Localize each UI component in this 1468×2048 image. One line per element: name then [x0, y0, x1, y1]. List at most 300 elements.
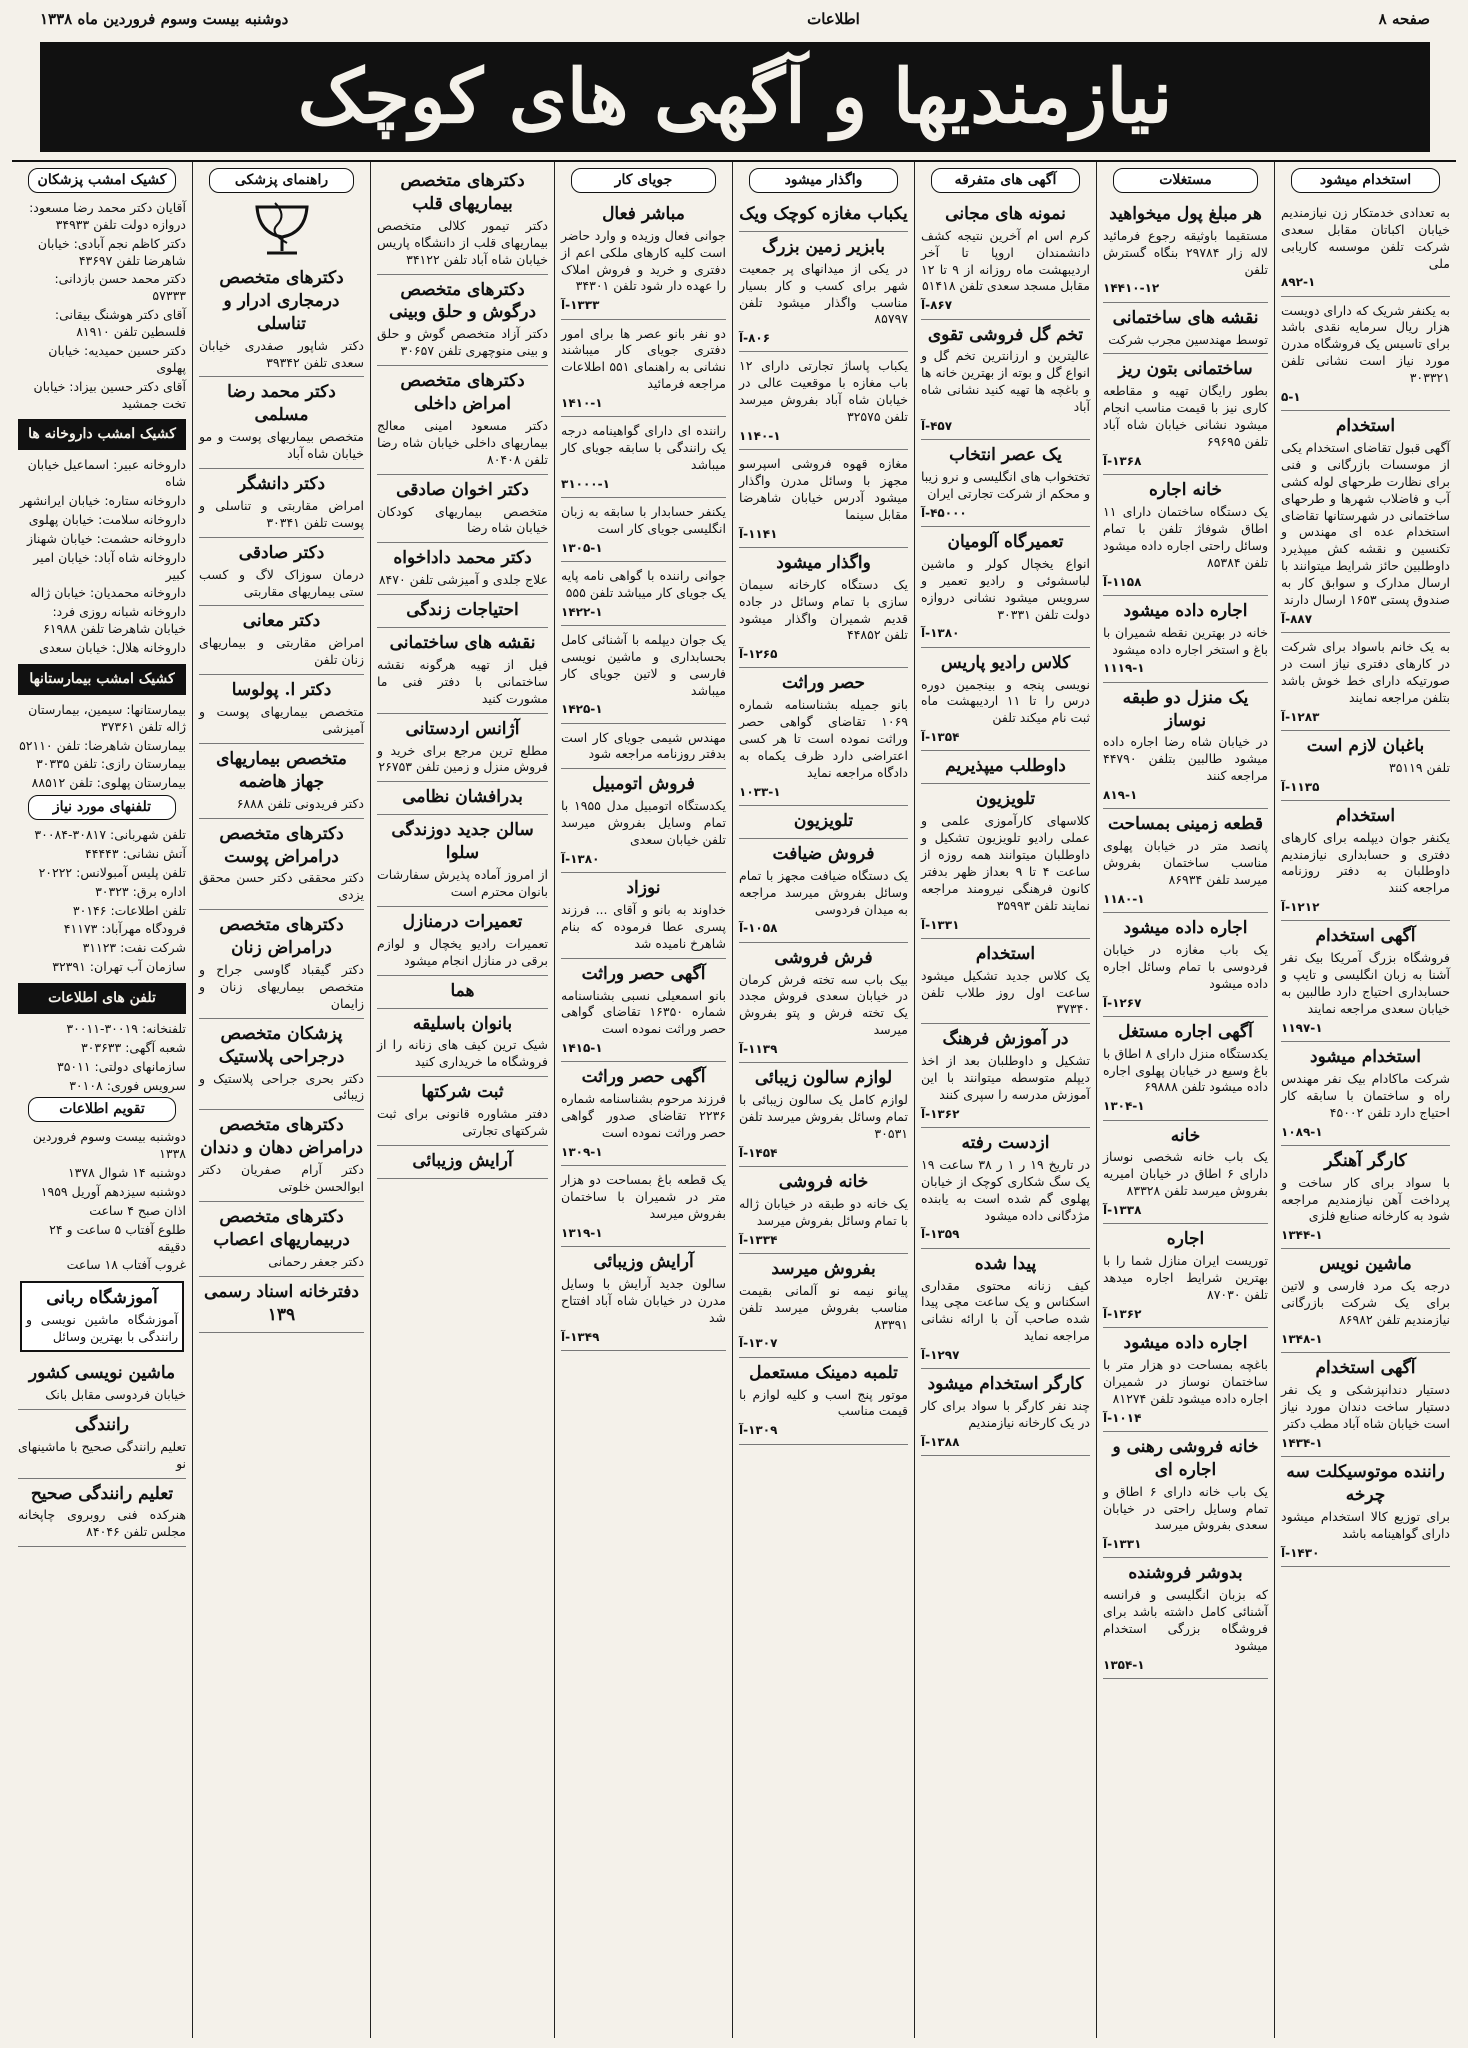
ad-code: ۸۰۶-آ [739, 331, 771, 346]
ad-code: ۱۳۳۱-آ [921, 917, 960, 932]
ad-body: تلفن ۳۵۱۱۹ [1388, 759, 1450, 775]
ad-code: ۱۳۴۴-۱ [1281, 1228, 1323, 1243]
classified-ad [1281, 1457, 1450, 1567]
header-line [40, 8, 1430, 30]
ad-title: خانه فروشی رهنی و اجاره ای [1112, 1436, 1259, 1480]
classified-ad [199, 675, 364, 744]
ad-body: در یکی از میدانهای پر جمعیت شهر برای کسب و کار بسیار مناسب واگذار میشود تلفن ۸۵۷۹۷ [739, 260, 908, 327]
ad-title: دکتر معانی [242, 611, 321, 632]
list-item: داروخانه ستاره: خیابان ایرانشهر [20, 493, 186, 509]
classified-ad [561, 498, 726, 562]
ad-title: دکترهای متخصص درامراض پوست [219, 823, 344, 867]
ad-code: ۱۲۱۲-آ [1281, 900, 1320, 915]
classified-ad [739, 806, 908, 839]
column-on-call [12, 162, 192, 2038]
list-item: غروب آفتاب ۱۸ ساعت [66, 1257, 186, 1273]
classified-ad [199, 1202, 364, 1277]
ad-title: در آموزش فرهنگ [942, 1029, 1069, 1050]
ad-title: تعمیرگاه آلومیان [947, 532, 1064, 553]
ad-body: فیل از تهیه هرگونه نقشه ساختمانی با دفتر فنی ما مشورت کنید [377, 657, 548, 706]
classified-ad [921, 1024, 1090, 1128]
classified-ad [377, 1009, 548, 1078]
ad-code: ۱۳۰۹-آ [739, 1423, 778, 1438]
list-item: شرکت نفت: ۳۱۱۲۳ [82, 940, 186, 956]
classified-ad [739, 548, 908, 669]
school-body: آموزشگاه ماشین نویسی و رانندگی با بهترین وسائل [26, 1312, 178, 1345]
classified-ad [377, 543, 548, 595]
ad-title: تعمیرات درمنازل [402, 911, 523, 932]
classified-ad [1103, 1224, 1268, 1328]
ad-title: اجاره داده میشود [1123, 600, 1248, 621]
ad-body: دکتر آرام صفریان دکتر ابوالحسن خلوتی [199, 1162, 364, 1195]
classified-ad [1281, 199, 1450, 297]
typing-title: ماشین نویسی کشور [28, 1363, 176, 1384]
ad-title: نمونه های مجانی [945, 203, 1066, 224]
list-item: داروخانه سلامت: خیابان پهلوی [28, 511, 186, 527]
list-item: فرودگاه مهرآباد: ۴۱۱۷۳ [63, 921, 186, 937]
classified-ad [377, 907, 548, 976]
school-title: آموزشگاه ربانی [46, 1288, 158, 1309]
list-item: داروخانه عبیر: اسماعیل خیابان شاه [27, 457, 186, 490]
classified-ad [561, 1166, 726, 1247]
info-list [18, 1020, 186, 1096]
classified-ad [199, 469, 364, 538]
column-heading: واگذار میشود [749, 168, 898, 193]
school-ad [20, 1281, 184, 1352]
classified-ad [377, 782, 548, 815]
classified-ad [1281, 1249, 1450, 1353]
driving-ad [18, 1410, 186, 1479]
ad-title: استخدام [975, 943, 1036, 964]
classified-ad [561, 199, 726, 320]
classified-ad [921, 939, 1090, 1025]
ad-code: ۱۳۰۴-۱ [1103, 1099, 1145, 1114]
list-item: تلفنخانه: ۳۰۰۱۹-۳۰۰۱۱ [66, 1020, 186, 1036]
column-heading: استخدام میشود [1291, 168, 1440, 193]
ad-code: ۱۱۴۰-۱ [739, 428, 781, 443]
ad-title: دکترهای متخصص درامراض زنان [219, 915, 344, 959]
classified-ad [199, 910, 364, 1019]
ad-title: دکترهای متخصص درامراض دهان و دندان [200, 1115, 363, 1159]
ad-title: تلمبه دمینک مستعمل [749, 1362, 898, 1383]
classified-ad [739, 1254, 908, 1358]
list-item: شعبه آگهی: ۳۰۳۶۳۳ [80, 1039, 186, 1055]
classified-ad [377, 275, 548, 367]
classified-ad [561, 417, 726, 498]
ad-title: فروش ضیافت [772, 843, 875, 864]
list-item: سازمانهای دولتی: ۳۵۰۱۱ [57, 1058, 186, 1074]
list-item: اداره برق: ۳۰۳۲۳ [95, 883, 186, 899]
ad-title: اجاره [1166, 1229, 1205, 1250]
ad-title: هما [450, 980, 475, 1001]
list-item: تلفن پلیس آمبولانس: ۲۰۲۲۲ [38, 864, 186, 880]
classified-ad [377, 595, 548, 628]
ad-code: ۱۰۱۴-آ [1103, 1410, 1142, 1425]
ad-body: لوازم کامل یک سالون زیبائی با تمام وسائل بفروش میرسد تلفن ۳۰۵۳۱ [739, 1092, 908, 1141]
ad-code: ۱۲۶۵-آ [739, 647, 778, 662]
ad-code: ۱۱۸۰-۱ [1103, 891, 1145, 906]
ad-body: تعمیرات رادیو یخچال و لوازم برقی در منازل انجام میشود [377, 935, 548, 968]
ad-code: ۱۳۵۴-آ [921, 730, 960, 745]
ad-title: بدوشر فروشنده [1128, 1563, 1243, 1584]
ad-body: متخصص بیماریهای کودکان خیابان شاه رضا [377, 503, 548, 536]
date-line: دوشنبه بیست وسوم فروردین ماه ۱۳۳۸ [40, 10, 289, 28]
column-heading: راهنمای پزشکی [209, 168, 354, 193]
ad-title: باغبان لازم است [1306, 735, 1425, 756]
ad-title: خانه اجاره [1149, 480, 1222, 501]
hospital-list [18, 701, 186, 793]
ad-code: ۴۵۰۰۰-آ [921, 505, 967, 520]
driving-title: رانندگی [75, 1414, 129, 1435]
classified-ad [921, 784, 1090, 938]
ad-code: ۱۳۳۱-آ [1103, 1537, 1142, 1552]
classified-ad [199, 606, 364, 675]
classified-ad [1281, 411, 1450, 633]
ad-code: ۱۳۰۷-آ [739, 1336, 778, 1351]
ad-body: از امروز آماده پذیرش سفارشات بانوان محترم است [377, 867, 548, 899]
classified-ad [921, 1369, 1090, 1456]
ad-title: سالن جدید دوزندگی سلوا [391, 820, 534, 864]
classified-ad [1103, 1121, 1268, 1225]
calendar-heading: تقویم اطلاعات [28, 1097, 176, 1122]
column-heading: مستغلات [1113, 168, 1258, 193]
column-job-seekers [554, 162, 732, 2038]
column-real-estate [1096, 162, 1274, 2038]
classified-ad [739, 450, 908, 548]
ad-code: ۳۱۰۰۰-۱ [561, 476, 610, 491]
classified-ad [1103, 596, 1268, 683]
classified-ad [561, 562, 726, 626]
ad-title: لوازم سالون زیبائی [754, 1068, 893, 1089]
classified-ad [921, 1249, 1090, 1370]
classified-ad [199, 1277, 364, 1333]
typing-body: خیابان فردوسی مقابل بانک [45, 1386, 186, 1402]
list-item: دوشنبه سیزدهم آوریل ۱۹۵۹ [40, 1183, 186, 1199]
ad-body: دکتر مسعود امینی معالج بیماریهای داخلی خیابان شاه رضا تلفن ۸۰۴۰۸ [377, 418, 548, 467]
ad-title: فرش فروشی [774, 947, 873, 968]
classified-ad [1103, 809, 1268, 913]
ad-code: ۱۳۴۸-۱ [1281, 1332, 1323, 1347]
ad-code: ۱۳۳۳-آ [561, 298, 600, 313]
classified-ad [1281, 1353, 1450, 1457]
ad-code: ۱۰۵۸-آ [739, 921, 778, 936]
ad-body: شیک ترین کیف های زنانه را از فروشگاه ما خریداری کنید [377, 1037, 548, 1070]
ad-body: فروشگاه بزرگ آمریکا بیک نفر آشنا به زبان انگلیسی و تایپ و حسابداری احتیاج دارد طالبین به خیابان سعدی مراجعه نمایند [1281, 950, 1450, 1016]
ad-title: دکتر صادقی [238, 542, 325, 563]
classified-ad [561, 769, 726, 873]
list-item: داروخانه شبانه روزی فرد: خیابان شاهرضا تلفن ۶۱۹۸۸ [43, 604, 186, 637]
column-heading: جویای کار [571, 168, 716, 193]
list-item: داروخانه حشمت: خیابان شهناز [27, 530, 186, 546]
calendar-list [18, 1128, 186, 1275]
ad-title: بدرافشان نظامی [402, 787, 523, 808]
classified-ad [739, 1167, 908, 1254]
classified-ad [1281, 633, 1450, 731]
ad-body: که بزبان انگلیسی و فرانسه آشنائی کامل داشته باشد برای فروشگاه بزرگی استخدام میشود [1103, 1587, 1268, 1654]
classified-ad [739, 199, 908, 232]
ad-title: فروش اتومبیل [592, 774, 695, 795]
classified-ad [561, 626, 726, 724]
ad-body: چند نفر کارگر با سواد برای کار در یک کارخانه نیازمندیم [921, 1398, 1090, 1431]
banner-title: نیازمندیها و آگهی های کوچک [297, 54, 1173, 140]
ad-title: بانوان باسلیقه [412, 1013, 513, 1034]
ad-body: دستیار دندانپزشکی و یک نفر دستیار ساخت دندان مورد نیاز است خیابان شاه آباد مطب دکتر [1281, 1382, 1450, 1431]
ad-code: ۱۱۵۸-آ [1103, 574, 1142, 589]
ad-code: ۱۰۸۹-۱ [1281, 1124, 1323, 1139]
ad-code: ۱۳۵۴-۱ [1103, 1657, 1145, 1672]
ad-body: دو نفر بانو عصر ها برای امور دفتری جویای کار میباشند نشانی به راهنمای ۵۵۱ اطلاعات مراجعه فرمائید [561, 325, 726, 392]
ad-title: استخدام [1335, 805, 1396, 826]
classified-ad [739, 839, 908, 943]
list-item: سازمان آب تهران: ۳۲۳۹۱ [52, 959, 186, 975]
ad-body: دکتر بحری جراحی پلاستیک و زیبائی [199, 1070, 364, 1103]
ad-title: کلاس رادیو پاریس [940, 652, 1071, 673]
ad-body: عالیترین و ارزانترین تخم گل و انواع گل و بوته از بهترین خانه ها و باغچه ها تهیه کنید نشانی شاه آباد [921, 348, 1090, 415]
paper-name: اطلاعات [807, 10, 860, 28]
ad-title: کارگر آهنگر [1324, 1150, 1407, 1171]
ad-code: ۱۰۳۳-۱ [739, 784, 781, 799]
classified-ad [739, 1358, 908, 1445]
ad-code: ۱۱۴۱-آ [739, 526, 778, 541]
ad-title: آگهی حصر وراثت [581, 963, 706, 984]
classified-ad [1281, 1146, 1450, 1250]
classified-ad [921, 1128, 1090, 1249]
ad-body: مهندس شیمی جویای کار است بدفتر روزنامه مراجعه شود [561, 729, 726, 762]
ad-title: داوطلب میپذیریم [945, 756, 1066, 777]
classifieds-page [12, 160, 1456, 2038]
classified-ad [739, 668, 908, 806]
ad-title: مباشر فعال [602, 203, 685, 224]
classified-ad [561, 1062, 726, 1166]
column-heading: آگهی های متفرقه [931, 168, 1080, 193]
ad-body: توریست ایران منازل شما را با بهترین شرایط اجاره میدهد تلفن ۸۷۰۳۰ [1103, 1253, 1268, 1302]
classified-ad [377, 1146, 548, 1179]
ad-body: به یکنفر شریک که دارای دویست هزار ریال سرمایه نقدی باشد برای تاسیس یک فروشگاه مدرن مورد نیاز است نشانی تلفن ۳۰۳۳۲۱ [1281, 302, 1450, 386]
ad-body: یکنفر حسابدار با سابقه به زبان انگلیسی جویای کار است [561, 504, 726, 536]
list-item: آتش نشانی: ۴۴۴۴۳ [85, 845, 186, 861]
ad-title: نقشه های ساختمانی [389, 633, 536, 654]
driving-body: تعلیم رانندگی صحیح با ماشینهای نو [18, 1438, 186, 1471]
ad-code: ۸۶۷-آ [921, 298, 953, 313]
ad-code: ۱۴۲۵-۱ [561, 702, 603, 717]
typing-ad [18, 1358, 186, 1410]
classified-ad [1103, 683, 1268, 810]
ad-body: علاج جلدی و آمیزشی تلفن ۸۴۷۰ [378, 572, 548, 588]
ad-code: ۱۱۳۹-آ [739, 1042, 778, 1057]
ad-body: بطور رایگان تهیه و مقاطعه کاری نیز با قیمت مناسب انجام میشود نشانی خیابان شاه آباد تلفن ۶۹۶۹۵ [1103, 383, 1268, 450]
page-label: صفحه ۸ [1378, 10, 1430, 28]
ad-title: خانه [1170, 1125, 1201, 1146]
list-item: دکتر محمد حسن بازدانی: ۵۷۳۳۳ [54, 271, 186, 304]
classified-ad [921, 751, 1090, 784]
ad-code: ۱۳۴۹-آ [561, 1329, 600, 1344]
column-employment [1274, 162, 1456, 2038]
classified-ad [561, 873, 726, 959]
ad-title: تلویزیون [793, 810, 854, 831]
ad-body: بیک باب سه تخته فرش کرمان در خیابان سعدی فروش مجدد یک تخته فرش و پتو بفروش میرسد [739, 971, 908, 1038]
ad-title: کارگر استخدام میشود [927, 1374, 1084, 1395]
ad-body: توسط مهندسین مجرب شرکت [1108, 331, 1268, 347]
ad-title: دکترهای متخصص دربیماریهای اعصاب [213, 1206, 350, 1250]
list-item: سرویس فوری: ۳۰۱۰۸ [69, 1077, 186, 1093]
classified-ad [199, 1110, 364, 1202]
ad-body: امراض مقاربتی و بیماریهای زنان تلفن [199, 635, 364, 668]
ad-title: ثبت شرکتها [421, 1082, 504, 1103]
ad-title: دکترهای متخصص بیماریهای قلب [400, 171, 525, 214]
ad-title: آگهی استخدام [1315, 1358, 1416, 1379]
ad-body: موتور پنج اسب و کلیه لوازم با قیمت مناسب [739, 1386, 908, 1419]
phones-heading: تلفنهای مورد نیاز [28, 795, 176, 820]
list-item: تلفن اطلاعات: ۳۰۱۴۶ [72, 902, 186, 918]
list-item: آقای دکتر هوشنگ بیقانی: فلسطین تلفن ۸۱۹۱۰ [54, 307, 186, 340]
ad-title: احتیاجات زندگی [406, 600, 519, 621]
ad-code: ۸۸۷-آ [1281, 611, 1313, 626]
ad-body: امراض مقاربتی و تناسلی و پوست تلفن ۳۰۳۴۱ [199, 498, 364, 530]
ad-title: یک عصر انتخاب [949, 445, 1062, 466]
ad-title: یکباب مغازه کوچک ویک [739, 203, 908, 224]
ad-body: دکتر شاپور صفدری خیابان سعدی تلفن ۳۹۳۴۲ [199, 337, 364, 370]
ad-title: تخم گل فروشی تقوی [927, 324, 1084, 345]
classified-ad [1281, 297, 1450, 412]
classifieds-banner [40, 42, 1430, 152]
classified-ad [199, 1019, 364, 1111]
ad-title: ازدست رفته [961, 1133, 1050, 1154]
ad-code: ۱۴۳۰-آ [1281, 1545, 1320, 1560]
classified-ad [1103, 1432, 1268, 1559]
ad-body: متخصص بیماریهای پوست و آمیزشی [199, 704, 364, 736]
ad-title: دکترهای متخصص درمجاری ادرار و تناسلی [219, 267, 344, 334]
ad-code: ۱۳۱۹-۱ [561, 1225, 603, 1240]
ad-code: ۸۱۹-۱ [1103, 788, 1138, 803]
ad-title: استخدام میشود [1310, 1046, 1421, 1067]
ad-body: کرم اس ام آخرین نتیجه کشف دانشمندان اروپا تا آخر اردیبهشت ماه روزانه از ۹ تا ۱۲ مقابل مسجد سعدی تلفن ۵۱۴۱۸ [921, 227, 1090, 294]
ad-title: حصر وراثت [781, 673, 866, 694]
ad-body: یک باب خانه شخصی نوساز دارای ۶ اطاق در خیابان امیریه بفروش میرسد تلفن ۸۳۳۲۸ [1103, 1149, 1268, 1199]
ad-code: ۱۱۹۷-۱ [1281, 1020, 1323, 1035]
ad-body: یک باب خانه دارای ۶ اطاق و تمام وسایل راحتی در خیابان سعدی بفروش میرسد [1103, 1483, 1268, 1533]
list-item: طلوع آفتاب ۵ ساعت و ۲۴ دقیقه [49, 1221, 186, 1254]
classified-ad [1103, 1017, 1268, 1121]
ad-body: یک دستگاه کارخانه سیمان سازی با تمام وسائل در جاده قدیم شمیران واگذار میشود تلفن ۴۴۸۵۲ [739, 576, 908, 643]
ad-title: دکتر دانشگر [237, 474, 326, 495]
ad-title: ماشین نویس [1319, 1254, 1412, 1275]
ad-title: یک منزل دو طبقه نوساز [1122, 687, 1249, 731]
classified-ad [377, 475, 548, 544]
classified-ad [739, 1063, 908, 1167]
ad-body: دکتر آزاد متخصص گوش و حلق و بینی منوچهری تلفن ۳۰۶۵۷ [377, 326, 548, 359]
ad-body: آگهی قبول تقاضای استخدام یکی از موسسات بازرگانی و فنی برای نظارت طرحهای لوله کشی آب و فاضلاب شهرها و طرحهای ساختمانی در شهرستانها تقاضای استخدام عده ای مهندس و تکنسین و نقشه کش میپذیرد داوطلبین حائز شرایط میتوانند با ارسال مدارک و سوابق کار به صندوق پستی ۱۶۵۳ ارسال دارند [1281, 440, 1450, 607]
ad-body: در خیابان شاه رضا اجاره داده میشود طالبین بتلفن ۴۴۷۹۰ مراجعه کنند [1103, 734, 1268, 784]
ad-body: یک قطعه باغ بمساحت دو هزار متر در شمیران با ساختمان بفروش میرسد [561, 1172, 726, 1221]
classified-ad [1103, 1328, 1268, 1432]
ad-body: درمان سوزاک لاگ و کسب ستی بیماریهای مقاربتی [199, 566, 364, 599]
classified-ad [1281, 731, 1450, 801]
ad-code: ۱۲۸۳-آ [1281, 709, 1320, 724]
ad-body: مطلع ترین مرجع برای خرید و فروش منزل و زمین تلفن ۲۶۷۵۳ [377, 742, 548, 775]
column-transfer [732, 162, 914, 2038]
ad-body: یک دستگاه ضیافت مجهز با تمام وسائل بفروش میرسد مراجعه به میدان فردوسی [739, 867, 908, 917]
ad-code: ۱۳۸۰-آ [921, 626, 960, 641]
ad-title: پزشکان متخصص درجراحی پلاستیک [218, 1023, 345, 1067]
ad-body: به یک خانم باسواد برای شرکت در کارهای دفتری نیاز است در صورتیکه دارای خط خوش باشد بتلفن مراجعه نمایند [1281, 639, 1450, 705]
classified-ad [1281, 1042, 1450, 1146]
ad-title: دکترهای متخصص درگوش و حلق وبینی [388, 279, 537, 323]
ad-body: مستقیما باوثیقه رجوع فرمائید لاله زار ۲۹۷۸۴ بنگاه گسترش تلفن [1103, 227, 1268, 277]
classified-ad [739, 232, 908, 353]
ad-title: خانه فروشی [778, 1172, 869, 1193]
hospital-heading: کشیک امشب بیمارستانها [18, 664, 186, 695]
ad-body: یکدستگاه منزل دارای ۸ اطاق با باغ وسیع در خیابان پهلوی اجاره داده میشود تلفن ۶۹۸۸۸ [1103, 1045, 1268, 1095]
list-item: داروخانه هلال: خیابان سعدی [39, 640, 186, 656]
list-item: دکتر حسین حمیدیه: خیابان پهلوی [48, 342, 186, 375]
ad-body: پیانو نیمه نو آلمانی بقیمت مناسب بفروش میرسد تلفن ۸۳۳۹۱ [739, 1282, 908, 1332]
list-item: بیمارستان رازی: تلفن ۳۰۳۳۵ [35, 756, 186, 772]
ad-body: یک خانه دو طبقه در خیابان ژاله با تمام وسائل بفروش میرسد [739, 1195, 908, 1228]
classified-ad [377, 976, 548, 1009]
list-item: بیمارستان شاهرضا: تلفن ۵۲۱۱۰ [19, 737, 186, 753]
ad-body: یکدستگاه اتومبیل مدل ۱۹۵۵ با تمام وسایل بفروش میرسد تلفن خیابان سعدی [561, 798, 726, 848]
list-item: اذان صبح ۴ ساعت [89, 1202, 186, 1218]
ad-body: دکتر فریدونی تلفن ۶۸۸۸ [236, 795, 364, 811]
classified-ad [561, 1247, 726, 1351]
list-item: دوشنبه بیست وسوم فروردین ۱۳۳۸ [32, 1129, 186, 1162]
ad-code: ۱۳۳۴-آ [739, 1232, 778, 1247]
ad-title: دکتر محمد داداخواه [393, 548, 532, 569]
ad-title: استخدام [1335, 416, 1396, 437]
classified-ad [199, 538, 364, 607]
ad-body: دکتر محققی دکتر حسن محقق یزدی [199, 870, 364, 903]
ad-code: ۱۴۱۵-۱ [561, 1041, 603, 1056]
ad-body: یک کلاس جدید تشکیل میشود ساعت اول روز طلاب تلفن ۳۷۳۴۰ [921, 967, 1090, 1017]
ad-body: جوانی فعال وزیده و وارد حاضر است کلیه کارهای ملکی اعم از دفتری و خرید و فروش املاک را عهده دار شود تلفن ۳۴۳۰۱ [561, 227, 726, 294]
driving-school-ad [18, 1479, 186, 1548]
ad-code: ۱۴۱۰-۱ [561, 396, 603, 411]
pharmacy-list [18, 456, 186, 658]
medical-cup-icon [247, 199, 317, 259]
classified-ad [1281, 921, 1450, 1042]
ad-title: متخصص بیماریهای جهاز هاضمه [216, 748, 347, 792]
column-services [370, 162, 554, 2038]
ad-code: ۱۳۵۹-آ [921, 1227, 960, 1242]
ad-body: نویسی پنجه و بینجمین دوره درس را تا ۱۱ اردیبهشت ماه ثبت نام میکند تلفن [921, 676, 1090, 726]
ad-body: سالون جدید آرایش با وسایل مدرن در خیابان شاه آباد افتتاح شد [561, 1275, 726, 1325]
ad-body: کلاسهای کارآموزی علمی و عملی رادیو تلویزیون تشکیل و داوطلبان میتوانند همه روزه از ساعت ۴ تا ۹ بعداز ظهر بدفتر کانون فرهنگی نیرومند مراجعه نمایند تلفن ۳۵۹۹۳ [921, 813, 1090, 913]
ad-title: پیدا شده [974, 1253, 1037, 1274]
ad-body: برای توزیع کالا استخدام میشود دارای گواهینامه باشد [1281, 1508, 1450, 1541]
ad-code: ۱۴۳۴-۱ [1281, 1435, 1323, 1450]
ad-body: به تعدادی خدمتکار زن نیازمندیم خیابان اکباتان مقابل سعدی شرکت تلفن موسسه کاریابی ملی [1281, 204, 1450, 271]
list-item: بیمارستانها: سیمین، بیمارستان ژاله تلفن ۳۷۳۶۱ [28, 701, 186, 734]
ad-title: نوزاد [626, 878, 661, 899]
ad-code: ۵-۱ [1281, 389, 1301, 404]
list-item: تلفن شهربانی: ۳۰۸۱۷-۳۰۰۸۴ [34, 827, 186, 843]
classified-ad [377, 815, 548, 907]
ad-title: نقشه های ساختمانی [1112, 307, 1259, 328]
ad-code: ۱۳۰۵-۱ [561, 540, 603, 555]
column-medical [192, 162, 370, 2038]
ad-title: دکتر ا. پولوسا [231, 680, 332, 701]
classified-ad [377, 366, 548, 475]
ad-body: یکنفر جوان دیپلمه برای کارهای دفتری و حسابداری نیازمندیم داوطلبان به دفتر روزنامه مراجعه کنند [1281, 829, 1450, 896]
classified-ad [1281, 801, 1450, 922]
ad-body: دکتر جعفر رحمانی [268, 1253, 364, 1269]
classified-ad [377, 1077, 548, 1146]
ad-body: شرکت ماکادام بیک نفر مهندس راه و ساختمان با سابقه کار احتیاج دارد تلفن ۴۵۰۰۲ [1281, 1070, 1450, 1120]
classified-ad [739, 352, 908, 450]
classified-ad [921, 648, 1090, 752]
classified-ad [1103, 475, 1268, 596]
ad-body: درجه یک مرد فارسی و لاتین برای یک شرکت بازرگانی نیازمندیم تلفن ۸۶۹۸۲ [1281, 1278, 1450, 1328]
